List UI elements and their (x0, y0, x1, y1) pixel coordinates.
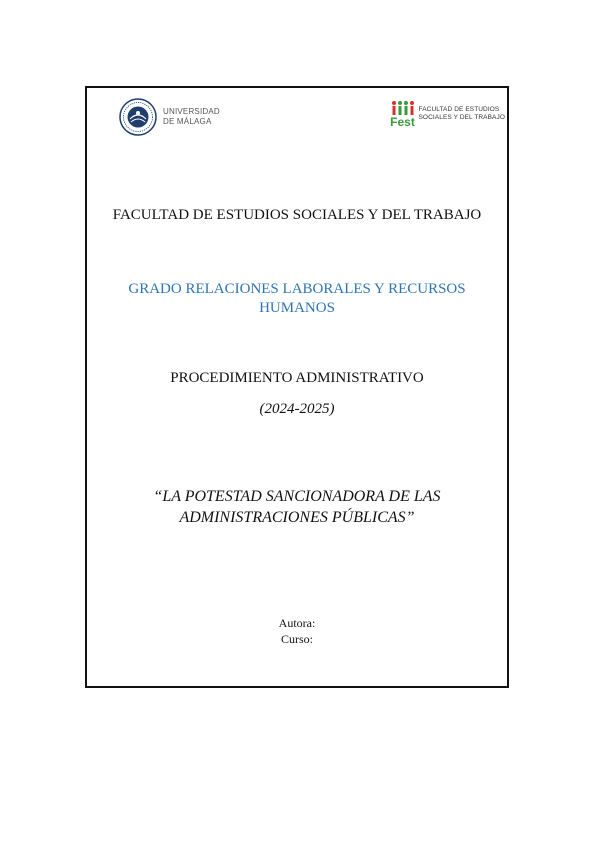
work-title-line1: “LA POTESTAD SANCIONADORA DE LAS (153, 488, 441, 505)
author-label: Autora: (278, 616, 316, 630)
degree-name-line2: HUMANOS (259, 300, 335, 316)
work-title (87, 486, 507, 528)
university-seal-icon (119, 98, 157, 136)
subject-name: PROCEDIMIENTO ADMINISTRATIVO (170, 370, 424, 386)
course-label: Curso: (280, 632, 313, 646)
fest-wordmark: Fest (390, 115, 415, 129)
university-logo (119, 98, 220, 136)
faculty-name: FACULTAD DE ESTUDIOS SOCIALES Y DEL TRABAJO (112, 207, 482, 223)
university-name-line1: UNIVERSIDAD (163, 107, 220, 116)
degree-name-line1: GRADO RELACIONES LABORALES Y RECURSOS (128, 281, 466, 297)
faculty-logo (390, 100, 506, 128)
fest-figures-icon (390, 100, 416, 116)
faculty-logo-line1: FACULTAD DE ESTUDIOS (418, 106, 500, 113)
work-title-line2: ADMINISTRACIONES PÚBLICAS” (179, 509, 415, 526)
degree-name (87, 280, 507, 318)
academic-year: (2024-2025) (259, 401, 335, 417)
faculty-logo-line2: SOCIALES Y DEL TRABAJO (418, 114, 505, 121)
university-name-line2: DE MÁLAGA (163, 117, 212, 126)
cover-frame (85, 86, 509, 688)
